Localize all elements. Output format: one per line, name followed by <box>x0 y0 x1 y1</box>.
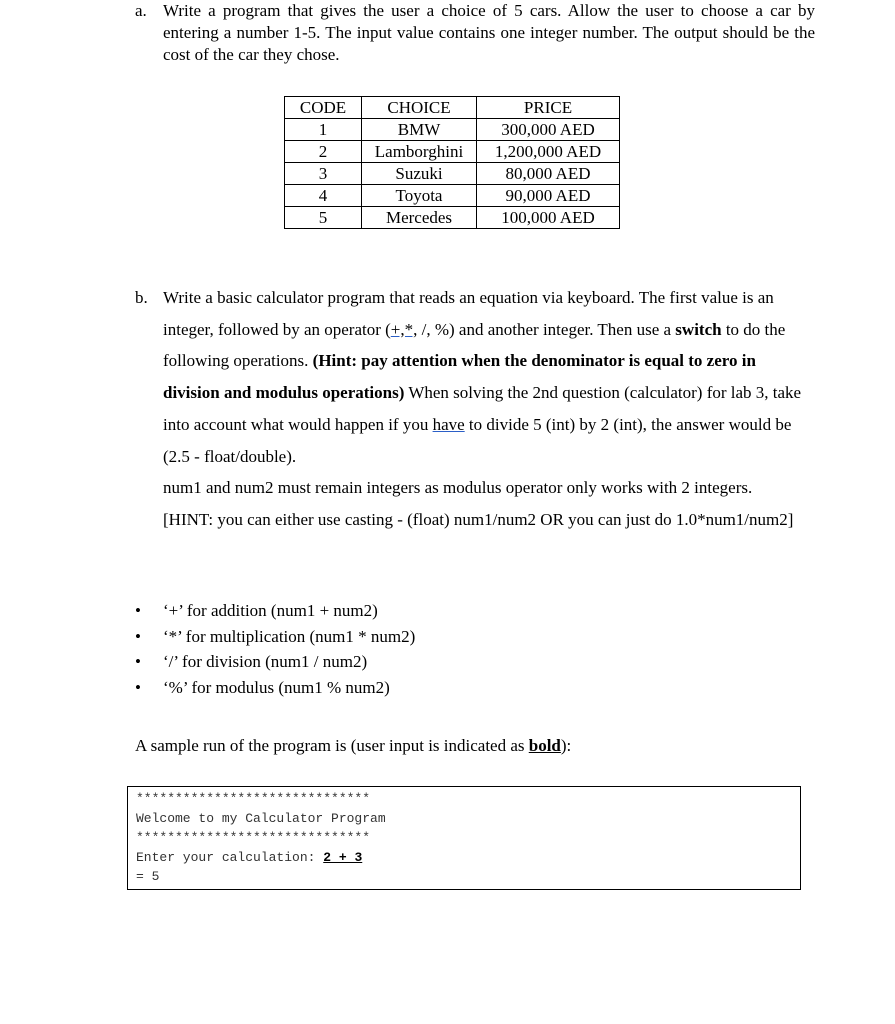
bullet-icon: • <box>135 601 141 620</box>
question-b-p1b: /, %) and another integer. Then use a <box>417 319 676 339</box>
hint-bold: (Hint: pay attention when the denominator is equal to zero in division and modulus operations) <box>163 351 756 403</box>
console-welcome: Welcome to my Calculator Program <box>136 810 386 826</box>
question-b-label: b. <box>135 288 148 307</box>
question-a-text: Write a program that gives the user a choice of 5 cars. Allow the user to choose a car by entering a number 1-5. The input value contains one integer number. The output should be the cost of the car they chose. <box>163 1 815 64</box>
question-b <box>135 282 815 536</box>
operator-list <box>135 598 415 700</box>
cell-choice: Mercedes <box>362 207 477 229</box>
list-item-text: ‘%’ for modulus (num1 % num2) <box>163 677 390 697</box>
cell-price: 1,200,000 AED <box>477 141 620 163</box>
cell-code: 4 <box>285 185 362 207</box>
console-prompt: Enter your calculation: <box>136 849 324 865</box>
bullet-icon: • <box>135 652 141 671</box>
cell-code: 2 <box>285 141 362 163</box>
cell-code: 5 <box>285 207 362 229</box>
list-item <box>135 675 415 701</box>
table-header-row <box>285 97 620 119</box>
list-item-text: ‘/’ for division (num1 / num2) <box>163 652 368 671</box>
console-stars-top: ****************************** <box>136 791 371 806</box>
sample-outro-text: ): <box>560 736 572 755</box>
cell-price: 80,000 AED <box>477 163 620 185</box>
header-price: PRICE <box>477 97 620 119</box>
cell-code: 3 <box>285 163 362 185</box>
cell-price: 100,000 AED <box>477 207 620 229</box>
cell-choice: BMW <box>362 119 477 141</box>
list-item <box>135 649 415 675</box>
cell-choice: Lamborghini <box>362 141 477 163</box>
question-b-p1: Write a basic calculator program that reads an equation via keyboard. The first value is an integer, followed by an operator ( <box>163 288 774 339</box>
question-b-p5: [HINT: you can either use casting - (float) num1/num2 OR you can just do 1.0*num1/num2] <box>163 509 794 529</box>
list-item <box>135 598 415 624</box>
have-word: have <box>432 414 465 434</box>
question-b-p2: to do the following operations. <box>163 319 786 371</box>
list-item-text: ‘*’ for multiplication (num1 * num2) <box>163 626 416 646</box>
list-item <box>135 624 415 650</box>
operators-underlined: +,*, <box>390 319 418 339</box>
header-choice: CHOICE <box>362 97 477 119</box>
table-row <box>285 163 620 185</box>
console-prompt-line <box>136 848 800 868</box>
sample-intro-text: A sample run of the program is (user input is indicated as <box>135 736 529 755</box>
console-result: = 5 <box>136 869 160 884</box>
car-price-table <box>284 96 620 229</box>
table-row <box>285 207 620 229</box>
header-code: CODE <box>285 97 362 119</box>
bold-word: bold <box>528 736 561 755</box>
question-b-p3: When solving the 2nd question (calculator) for lab 3, take into account what would happen if you <box>163 383 802 434</box>
question-b-p4: num1 and num2 must remain integers as modulus operator only works with 2 integers. <box>163 478 753 498</box>
cell-price: 90,000 AED <box>477 185 620 207</box>
cell-choice: Suzuki <box>362 163 477 185</box>
table-row <box>285 141 620 163</box>
question-a <box>135 0 815 66</box>
question-b-p3b: to divide 5 (int) by 2 (int), the answer would be (2.5 - float/double). <box>163 414 792 466</box>
switch-keyword: switch <box>675 319 722 339</box>
cell-price: 300,000 AED <box>477 119 620 141</box>
console-user-input: 2 + 3 <box>323 849 363 865</box>
table-row <box>285 119 620 141</box>
bullet-icon: • <box>135 677 141 697</box>
list-item-text: ‘+’ for addition (num1 + num2) <box>163 601 378 620</box>
question-a-label: a. <box>135 1 147 20</box>
table-row <box>285 185 620 207</box>
sample-run-intro <box>135 736 571 756</box>
question-b-text <box>163 282 815 536</box>
bullet-icon: • <box>135 626 141 646</box>
console-stars-bottom: ****************************** <box>136 830 371 845</box>
cell-choice: Toyota <box>362 185 477 207</box>
cell-code: 1 <box>285 119 362 141</box>
sample-console-output <box>127 786 801 890</box>
